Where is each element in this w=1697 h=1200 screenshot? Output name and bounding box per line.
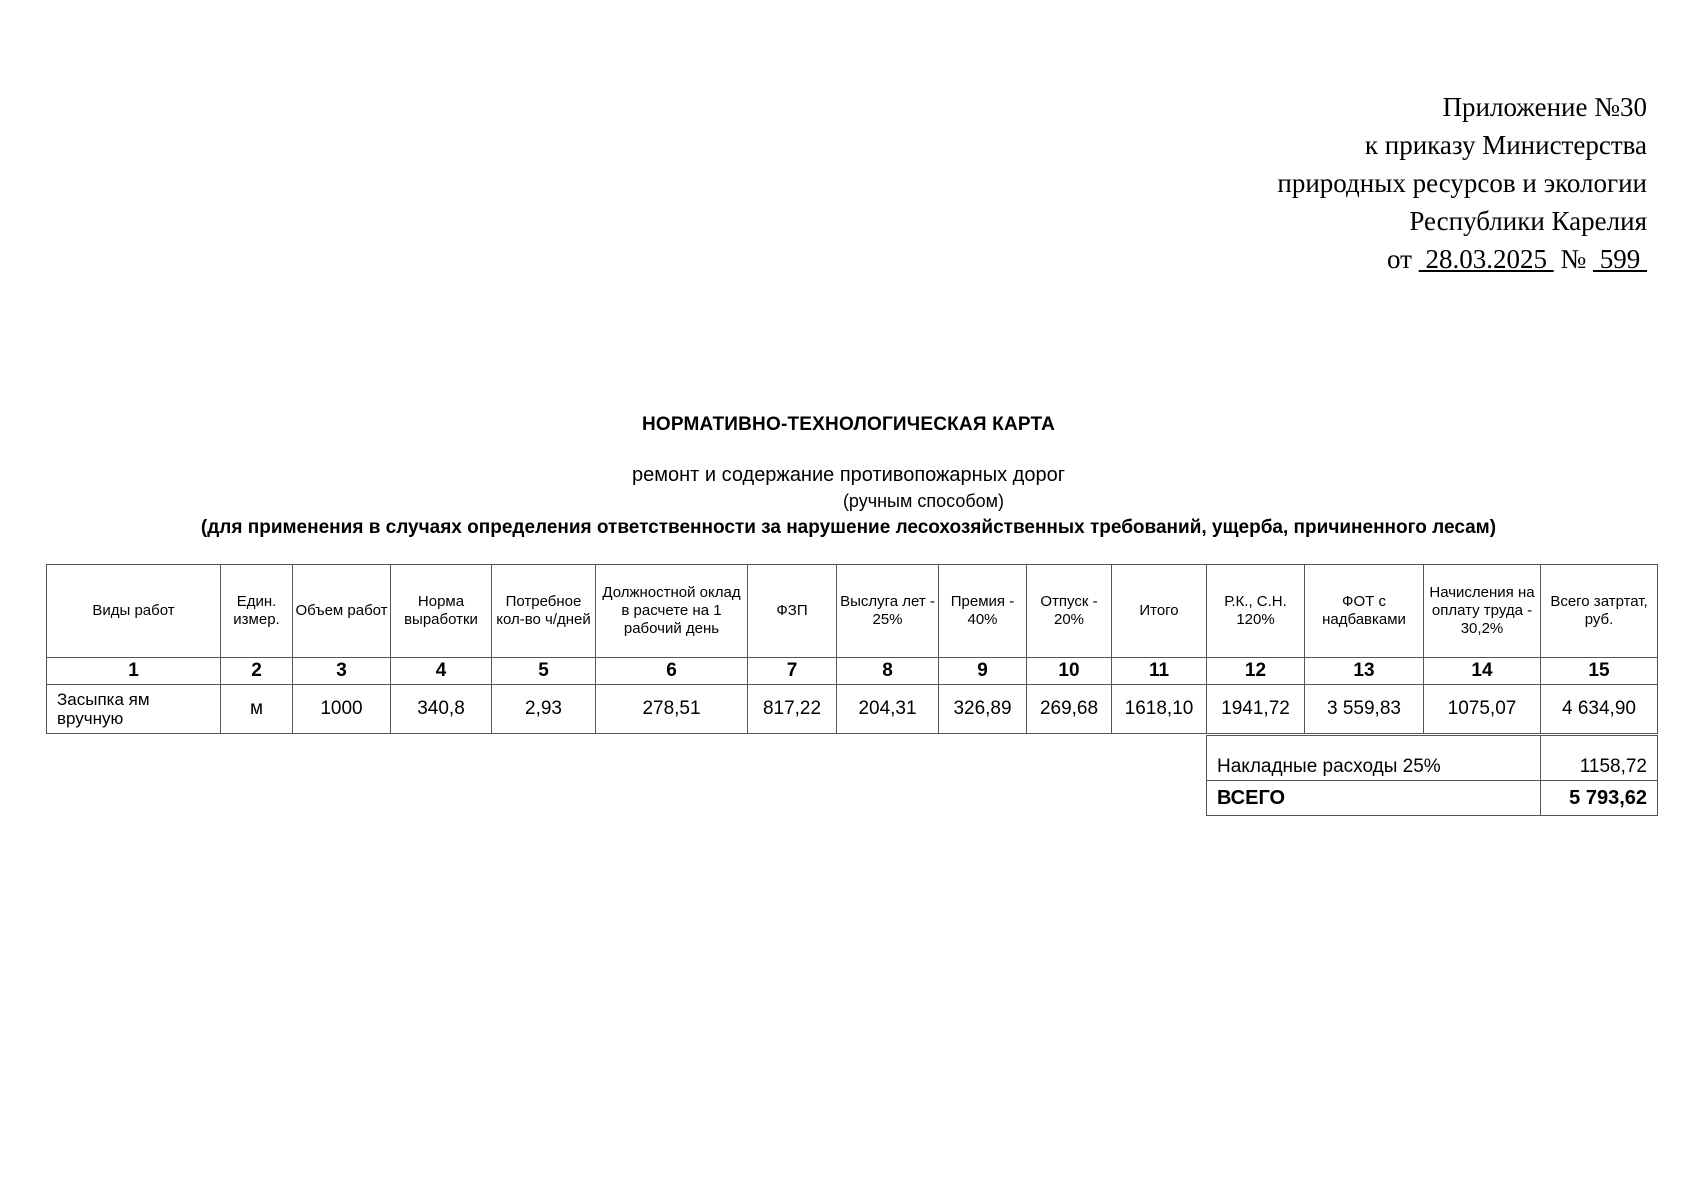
column-number: 1 — [47, 658, 221, 685]
subtitle-purpose: (для применения в случаях определения ответственности за нарушение лесохозяйственных требований, ущерба, причиненного лесам) — [200, 517, 1497, 538]
date-prefix: от — [1387, 244, 1412, 274]
column-number: 7 — [748, 658, 837, 685]
work-type-cell: Засыпка ям вручную — [47, 685, 221, 734]
grand-total-value: 5 793,62 — [1541, 781, 1658, 816]
column-number: 13 — [1305, 658, 1424, 685]
column-number: 12 — [1207, 658, 1305, 685]
overhead-value: 1158,72 — [1541, 736, 1658, 781]
table-cell: 278,51 — [596, 685, 748, 734]
appendix-line-3: природных ресурсов и экологии — [1277, 168, 1647, 198]
header-cell: Норма выработки — [391, 565, 492, 658]
subtitle-method: (ручным способом) — [842, 491, 1005, 511]
appendix-line-1: Приложение №30 — [1442, 92, 1647, 122]
header-cell: Виды работ — [47, 565, 221, 658]
overhead-label: Накладные расходы 25% — [1207, 736, 1541, 781]
totals-table — [1206, 735, 1658, 816]
subtitle-work: ремонт и содержание противопожарных дорог — [632, 464, 1065, 486]
header-cell: Объем работ — [293, 565, 391, 658]
header-cell: Р.К., С.Н. 120% — [1207, 565, 1305, 658]
header-cell: Должностной оклад в расчете на 1 рабочий день — [596, 565, 748, 658]
table-cell: 204,31 — [837, 685, 939, 734]
table-cell: 1618,10 — [1112, 685, 1207, 734]
header-cell: Выслуга лет - 25% — [837, 565, 939, 658]
order-number: 599 — [1593, 244, 1647, 274]
header-cell: Един. измер. — [221, 565, 293, 658]
header-cell: Итого — [1112, 565, 1207, 658]
table-cell: 326,89 — [939, 685, 1027, 734]
header-cell: ФОТ с надбавками — [1305, 565, 1424, 658]
table-row — [47, 685, 1658, 734]
column-number: 14 — [1424, 658, 1541, 685]
table-cell: м — [221, 685, 293, 734]
table-cell: 1941,72 — [1207, 685, 1305, 734]
document-title: НОРМАТИВНО-ТЕХНОЛОГИЧЕСКАЯ КАРТА — [641, 414, 1056, 435]
header-cell: Начисления на оплату труда - 30,2% — [1424, 565, 1541, 658]
grand-total-label: ВСЕГО — [1207, 781, 1541, 816]
column-number: 4 — [391, 658, 492, 685]
number-sign: № — [1560, 244, 1587, 274]
column-number: 11 — [1112, 658, 1207, 685]
table-cell: 1075,07 — [1424, 685, 1541, 734]
header-cell: Премия - 40% — [939, 565, 1027, 658]
header-cell: ФЗП — [748, 565, 837, 658]
column-number: 6 — [596, 658, 748, 685]
header-cell: Всего затртат, руб. — [1541, 565, 1658, 658]
table-header-row — [47, 565, 1658, 658]
appendix-date-line — [1277, 240, 1647, 278]
table-cell: 4 634,90 — [1541, 685, 1658, 734]
column-number: 5 — [492, 658, 596, 685]
column-number: 10 — [1027, 658, 1112, 685]
cost-table — [46, 564, 1658, 734]
appendix-line-2: к приказу Министерства — [1364, 130, 1647, 160]
table-cell: 3 559,83 — [1305, 685, 1424, 734]
column-number: 9 — [939, 658, 1027, 685]
table-cell: 269,68 — [1027, 685, 1112, 734]
column-number-row — [47, 658, 1658, 685]
column-number: 8 — [837, 658, 939, 685]
header-cell: Отпуск - 20% — [1027, 565, 1112, 658]
order-date: 28.03.2025 — [1418, 244, 1554, 274]
table-cell: 1000 — [293, 685, 391, 734]
column-number: 2 — [221, 658, 293, 685]
table-cell: 340,8 — [391, 685, 492, 734]
appendix-line-4: Республики Карелия — [1409, 206, 1647, 236]
grand-total-row — [1207, 781, 1658, 816]
column-number: 15 — [1541, 658, 1658, 685]
table-cell: 817,22 — [748, 685, 837, 734]
table-cell: 2,93 — [492, 685, 596, 734]
header-cell: Потребное кол-во ч/дней — [492, 565, 596, 658]
column-number: 3 — [293, 658, 391, 685]
appendix-block — [1277, 88, 1647, 278]
overhead-row — [1207, 736, 1658, 781]
